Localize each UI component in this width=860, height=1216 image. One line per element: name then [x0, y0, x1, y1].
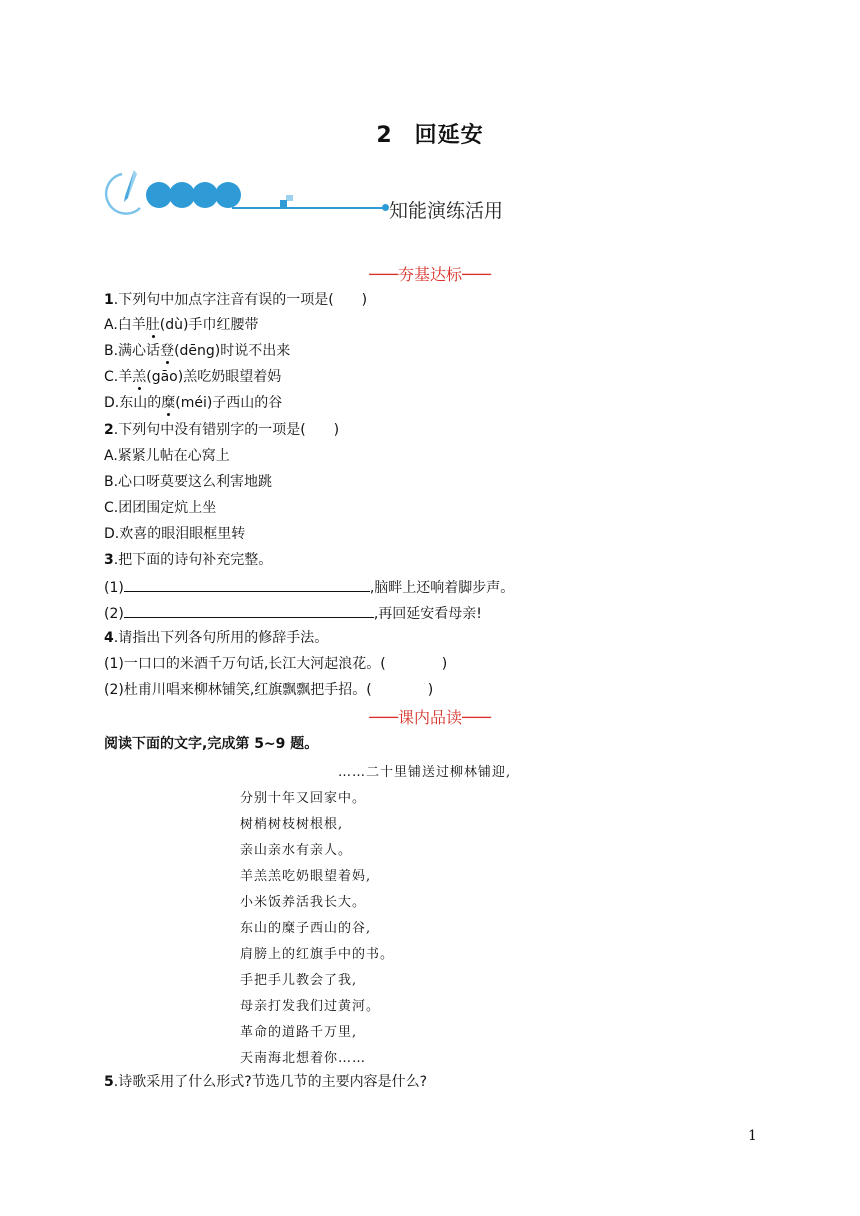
q3-line-2 — [104, 603, 482, 623]
poem-line-3: 树梢树枝树根根, — [240, 817, 344, 832]
question-1-stem — [104, 291, 367, 309]
poem-line-9: 手把手儿教会了我, — [240, 973, 358, 988]
page-title — [0, 118, 860, 149]
q1-a-post: (dù)手巾红腰带 — [159, 317, 259, 333]
q2-text: .下列句中没有错别字的一项是( ) — [113, 422, 340, 438]
poem-line-12: 天南海北想着你…… — [240, 1051, 367, 1066]
poem-line-2: 分别十年又回家中。 — [240, 791, 367, 806]
banner-text: 知能演练活用 — [389, 200, 504, 222]
q1-b-pre: B.满心话 — [104, 343, 161, 359]
question-2-stem — [104, 421, 339, 439]
q1-c-post: (gāo)羔吃奶眼望着妈 — [146, 369, 282, 385]
q1-d-dot-char: 糜 — [161, 395, 176, 411]
decor-squares-icon — [280, 194, 296, 213]
q1-d-post: (méi)子西山的谷 — [175, 395, 283, 411]
q1-option-c — [104, 368, 281, 386]
q4-line-1: (1)一口口的米酒千万句话,长江大河起浪花。( ) — [104, 656, 448, 672]
q2-option-a: A.紧紧儿帖在心窝上 — [104, 448, 230, 464]
q3-text: .把下面的诗句补充完整。 — [113, 552, 273, 568]
section-1-label: 夯基达标 — [397, 265, 462, 284]
reading-intro: 阅读下面的文字,完成第 5~9 题。 — [104, 736, 319, 752]
section-2-label: 课内品读 — [397, 708, 462, 727]
q3-blank-2[interactable] — [124, 603, 374, 618]
q2-option-b: B.心口呀莫要这么利害地跳 — [104, 474, 273, 490]
lesson-number: 2 — [376, 123, 393, 148]
poem-line-7: 东山的糜子西山的谷, — [240, 921, 372, 936]
q3-number: 3 — [104, 552, 114, 568]
q1-c-dot-char: 羔 — [132, 369, 147, 385]
q1-a-dot-char: 肚 — [145, 317, 160, 333]
q4-text: .请指出下列各句所用的修辞手法。 — [113, 630, 329, 646]
q1-a-pre: A.白羊 — [104, 317, 146, 333]
section-header-2: ───课内品读─── — [369, 708, 491, 727]
question-3-stem — [104, 551, 272, 569]
banner-circles — [146, 182, 238, 212]
poem-line-6: 小米饭养活我长大。 — [240, 895, 367, 910]
q3-l1-label: (1) — [104, 580, 124, 596]
banner-divider — [232, 207, 384, 209]
poem-line-10: 母亲打发我们过黄河。 — [240, 999, 381, 1014]
lesson-title: 回延安 — [414, 123, 484, 148]
section-header-1: ───夯基达标─── — [369, 265, 491, 284]
banner-dot — [382, 204, 389, 211]
q3-l2-label: (2) — [104, 606, 124, 622]
q4-line-2: (2)杜甫川唱来柳林铺笑,红旗飘飘把手招。( ) — [104, 682, 434, 698]
poem-line-1: ……二十里铺送过柳林铺迎, — [338, 765, 512, 780]
q4-number: 4 — [104, 630, 114, 646]
q1-text: .下列句中加点字注音有误的一项是( ) — [113, 292, 368, 308]
poem-line-4: 亲山亲水有亲人。 — [240, 843, 353, 858]
poem-line-8: 肩膀上的红旗手中的书。 — [240, 947, 395, 962]
q2-option-d: D.欢喜的眼泪眼框里转 — [104, 526, 246, 542]
q1-option-d — [104, 394, 282, 412]
q1-b-post: (dēng)时说不出来 — [174, 343, 291, 359]
q2-number: 2 — [104, 422, 114, 438]
q3-l2-text: ,再回延安看母亲! — [373, 606, 482, 622]
poem-line-11: 革命的道路千万里, — [240, 1025, 358, 1040]
q1-d-pre: D.东山的 — [104, 395, 162, 411]
question-5-stem — [104, 1073, 427, 1091]
page-number: 1 — [748, 1128, 757, 1144]
q1-option-b — [104, 342, 290, 360]
q3-l1-text: ,脑畔上还响着脚步声。 — [369, 580, 515, 596]
q1-option-a — [104, 316, 258, 334]
q1-c-pre: C.羊 — [104, 369, 133, 385]
question-4-stem — [104, 629, 328, 647]
q3-blank-1[interactable] — [124, 577, 370, 592]
poem-line-5: 羊羔羔吃奶眼望着妈, — [240, 869, 372, 884]
q2-option-c: C.团团围定炕上坐 — [104, 500, 217, 516]
q1-number: 1 — [104, 292, 114, 308]
pen-icon — [104, 168, 144, 220]
q1-b-dot-char: 登 — [160, 343, 175, 359]
q5-text: .诗歌采用了什么形式?节选几节的主要内容是什么? — [113, 1074, 428, 1090]
q3-line-1 — [104, 577, 514, 597]
q5-number: 5 — [104, 1074, 114, 1090]
